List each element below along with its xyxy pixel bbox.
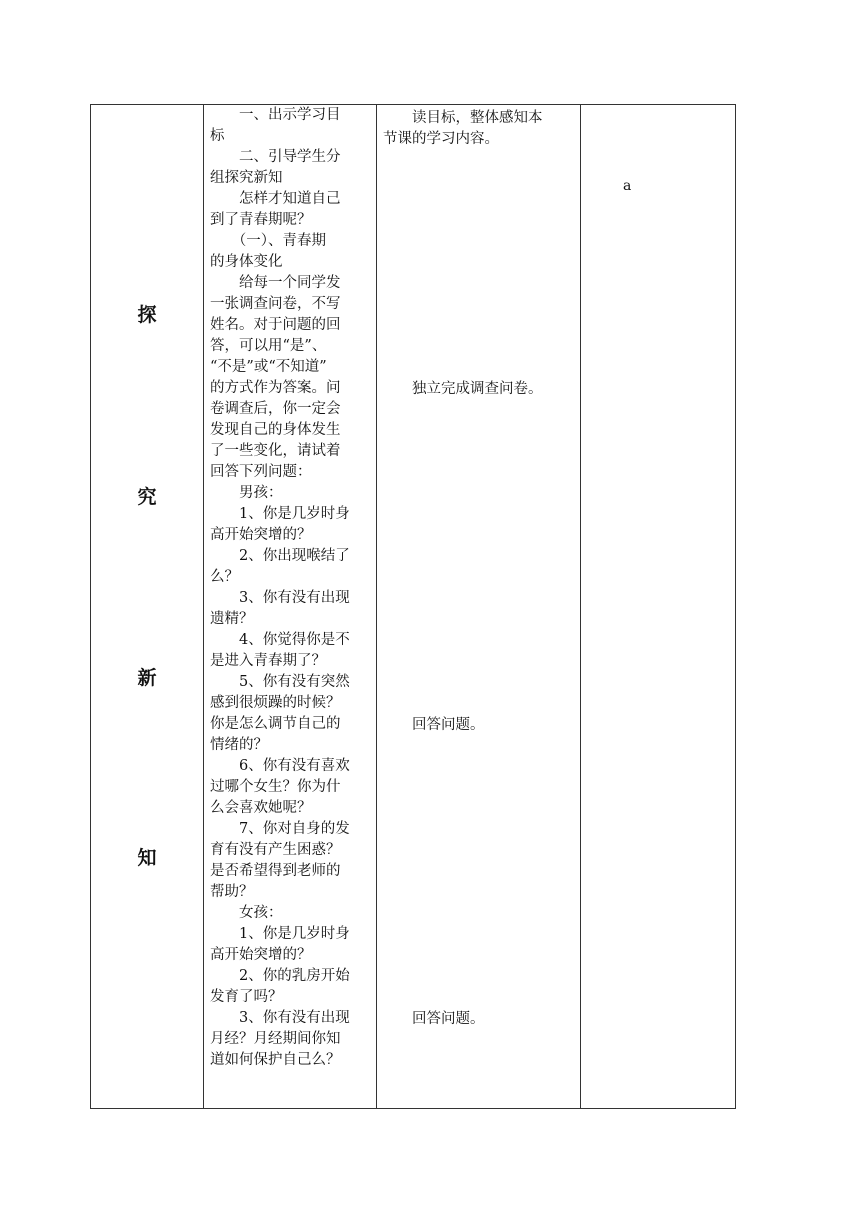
column-divider-2 bbox=[376, 105, 377, 1108]
teacher-text-line: 1、你是几岁时身 bbox=[210, 506, 350, 522]
teacher-text-line: 1、你是几岁时身 bbox=[210, 926, 350, 942]
teacher-text-line: 2、你的乳房开始 bbox=[210, 968, 350, 984]
column-divider-3 bbox=[580, 105, 581, 1108]
teacher-text-line: 4、你觉得你是不 bbox=[210, 632, 350, 648]
teacher-text-line: 到了青春期呢？ bbox=[210, 212, 312, 228]
student-read-goal-line-1: 读目标，整体感知本 bbox=[383, 110, 543, 126]
teacher-text-line: 3、你有没有出现 bbox=[210, 590, 350, 606]
teacher-text-line: 怎样才知道自己 bbox=[210, 191, 341, 207]
teacher-text-line: 么？ bbox=[210, 569, 239, 585]
teacher-text-line: 姓名。对于问题的回 bbox=[210, 317, 341, 333]
teacher-activity-column bbox=[210, 105, 370, 1071]
teacher-text-line: 帮助？ bbox=[210, 884, 254, 900]
teacher-text-line: 男孩： bbox=[210, 485, 283, 501]
teacher-text-line: “不是”或“不知道” bbox=[210, 359, 327, 375]
teacher-text-line: 5、你有没有突然 bbox=[210, 674, 350, 690]
section-label-char-4: 知 bbox=[137, 847, 157, 869]
teacher-text-line: 道如何保护自己么？ bbox=[210, 1052, 341, 1068]
teacher-text-line: 组探究新知 bbox=[210, 170, 283, 186]
teacher-text-line: 7、你对自身的发 bbox=[210, 821, 350, 837]
teacher-text-line: 高开始突增的？ bbox=[210, 527, 312, 543]
teacher-text-line: 感到很烦躁的时候？ bbox=[210, 695, 341, 711]
student-answer-text-1: 回答问题。 bbox=[383, 717, 485, 733]
teacher-text-line: 一张调查问卷，不写 bbox=[210, 296, 341, 312]
teacher-text-line: 高开始突增的？ bbox=[210, 947, 312, 963]
teacher-text-line: 遗精？ bbox=[210, 611, 254, 627]
teacher-text-line: 是进入青春期了？ bbox=[210, 653, 326, 669]
section-label-char-1: 探 bbox=[137, 304, 157, 326]
section-label-char-3: 新 bbox=[137, 667, 157, 689]
teacher-text-line: 过哪个女生？你为什 bbox=[210, 779, 341, 795]
teacher-text-line: 情绪的？ bbox=[210, 737, 268, 753]
lesson-table bbox=[90, 104, 736, 1109]
teacher-text-line: 3、你有没有出现 bbox=[210, 1010, 350, 1026]
teacher-text-line: 的方式作为答案。问 bbox=[210, 380, 341, 396]
teacher-text-line: 标 bbox=[210, 128, 225, 144]
notes-column-text: a bbox=[623, 178, 632, 194]
teacher-text-line: 一、出示学习目 bbox=[210, 107, 341, 123]
column-divider-1 bbox=[203, 105, 204, 1108]
teacher-text-line: 发育了吗？ bbox=[210, 989, 283, 1005]
teacher-text-line: 回答下列问题： bbox=[210, 464, 312, 480]
teacher-text-line: 答，可以用“是”、 bbox=[210, 338, 327, 354]
section-label-char-2: 究 bbox=[137, 486, 157, 508]
teacher-text-line: 月经？月经期间你知 bbox=[210, 1031, 341, 1047]
teacher-text-line: 育有没有产生困惑？ bbox=[210, 842, 341, 858]
student-read-goal-line-2: 节课的学习内容。 bbox=[383, 131, 499, 147]
teacher-text-line: （一）、青春期 bbox=[210, 233, 326, 249]
teacher-text-line: 你是怎么调节自己的 bbox=[210, 716, 341, 732]
student-survey-text: 独立完成调查问卷。 bbox=[383, 381, 543, 397]
teacher-text-line: 给每一个同学发 bbox=[210, 275, 341, 291]
teacher-text-line: 2、你出现喉结了 bbox=[210, 548, 350, 564]
teacher-text-line: 6、你有没有喜欢 bbox=[210, 758, 350, 774]
teacher-text-line: 发现自己的身体发生 bbox=[210, 422, 341, 438]
teacher-text-line: 么会喜欢她呢？ bbox=[210, 800, 312, 816]
teacher-text-line: 二、引导学生分 bbox=[210, 149, 341, 165]
teacher-text-line: 是否希望得到老师的 bbox=[210, 863, 341, 879]
teacher-text-line: 的身体变化 bbox=[210, 254, 283, 270]
teacher-text-line: 了一些变化，请试着 bbox=[210, 443, 341, 459]
teacher-text-line: 女孩： bbox=[210, 905, 283, 921]
student-answer-text-2: 回答问题。 bbox=[383, 1011, 485, 1027]
teacher-text-line: 卷调查后，你一定会 bbox=[210, 401, 341, 417]
